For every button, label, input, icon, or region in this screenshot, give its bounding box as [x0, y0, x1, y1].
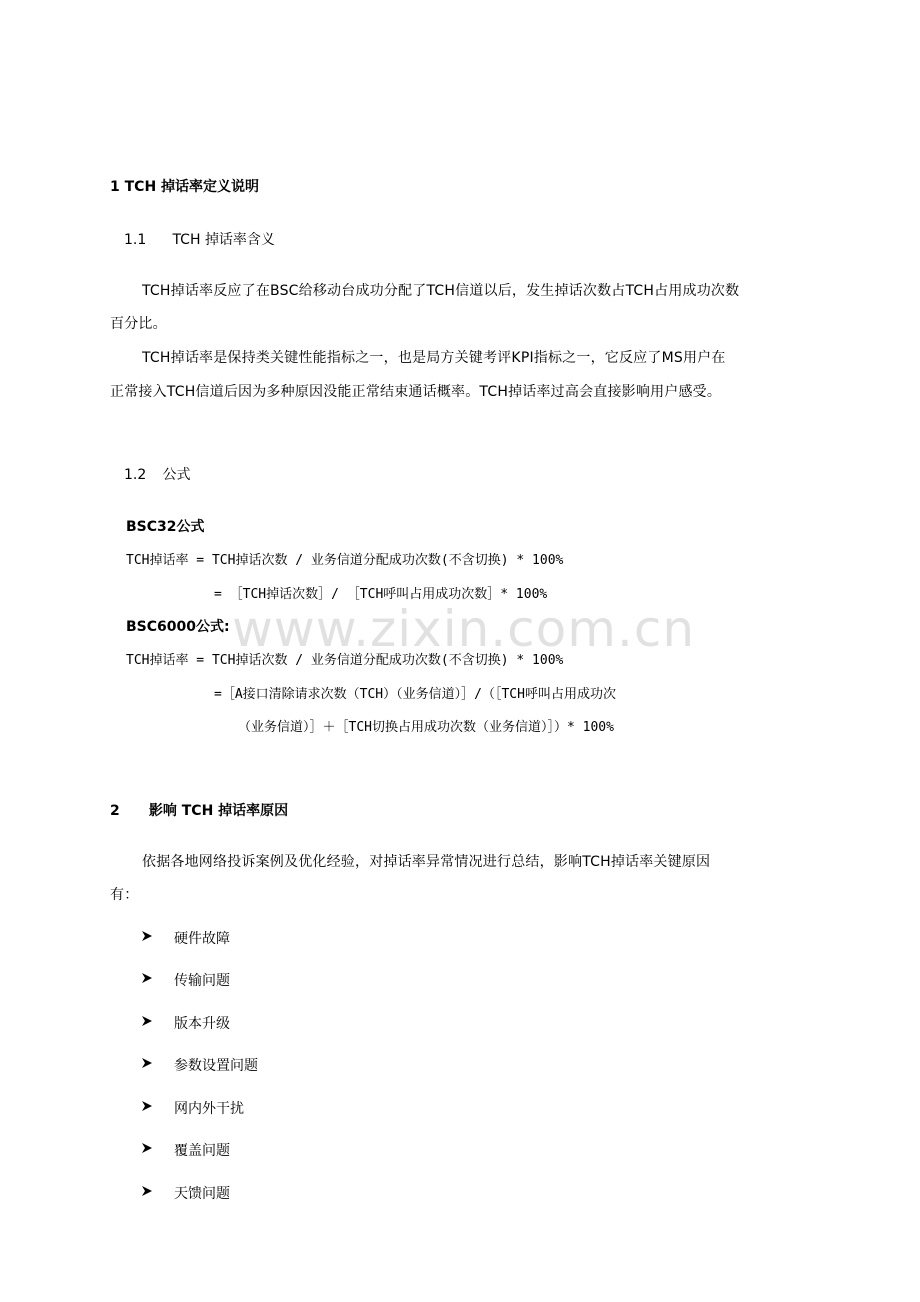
arrow-bullet-icon	[142, 1016, 152, 1026]
bsc6000-formula-label: BSC6000公式:	[126, 619, 230, 635]
subsection-1-1-number: 1.1	[124, 232, 147, 248]
reason-label: 网内外干扰	[174, 1101, 244, 1117]
paragraph-2-line-1: TCH掉话率是保持类关键性能指标之一，也是局方关键考评KPI指标之一，它反应了MS用户在	[142, 350, 726, 366]
section-1-heading	[110, 176, 259, 196]
arrow-bullet-icon	[142, 1143, 152, 1153]
arrow-bullet-icon	[142, 1058, 152, 1068]
reason-label: 参数设置问题	[174, 1058, 258, 1074]
watermark: www.zixin.com.cn	[232, 600, 696, 658]
reason-label: 版本升级	[174, 1016, 230, 1032]
section-2-heading	[110, 800, 288, 820]
reason-label: 天馈问题	[174, 1186, 230, 1202]
section-1-number: 1	[110, 179, 120, 195]
arrow-bullet-icon	[142, 1186, 152, 1196]
section-2-number: 2	[110, 803, 120, 819]
arrow-bullet-icon	[142, 931, 152, 941]
arrow-bullet-icon	[142, 973, 152, 983]
subsection-1-1-title: TCH 掉话率含义	[172, 232, 275, 248]
subsection-1-2-heading	[124, 464, 190, 484]
subsection-1-2-title: 公式	[162, 467, 191, 483]
paragraph-1-line-2: 百分比。	[110, 316, 167, 332]
bsc32-formula-label: BSC32公式	[126, 519, 205, 535]
bsc6000-formula-line-3: （业务信道）］＋［TCH切换占用成功次数（业务信道）］）* 100%	[238, 720, 614, 735]
bsc32-formula-line-2: = ［TCH掉话次数］/ ［TCH呼叫占用成功次数］* 100%	[214, 587, 548, 602]
arrow-bullet-icon	[142, 1101, 152, 1111]
paragraph-2-line-2: 正常接入TCH信道后因为多种原因没能正常结束通话概率。TCH掉话率过高会直接影响用户感受。	[110, 384, 722, 400]
reason-label: 传输问题	[174, 973, 230, 989]
subsection-1-1-heading	[124, 229, 275, 249]
section-1-title: TCH 掉话率定义说明	[124, 179, 260, 195]
bsc6000-formula-line-2: =［A接口清除请求次数（TCH）（业务信道）］/（［TCH呼叫占用成功次	[214, 687, 616, 702]
paragraph-1-line-1: TCH掉话率反应了在BSC给移动台成功分配了TCH信道以后，发生掉话次数占TCH占用成功次数	[142, 283, 740, 299]
bsc32-formula-line-1: TCH掉话率 = TCH掉话次数 / 业务信道分配成功次数(不含切换) * 100%	[126, 553, 564, 568]
subsection-1-2-number: 1.2	[124, 467, 147, 483]
reason-label: 硬件故障	[174, 931, 230, 947]
section-2-title: 影响 TCH 掉话率原因	[148, 803, 289, 819]
bsc6000-formula-line-1: TCH掉话率 = TCH掉话次数 / 业务信道分配成功次数(不含切换) * 100%	[126, 653, 564, 668]
reason-label: 覆盖问题	[174, 1143, 230, 1159]
section-2-intro-line-1: 依据各地网络投诉案例及优化经验，对掉话率异常情况进行总结，影响TCH掉话率关键原因	[142, 854, 711, 870]
section-2-intro-line-2: 有：	[110, 887, 139, 903]
